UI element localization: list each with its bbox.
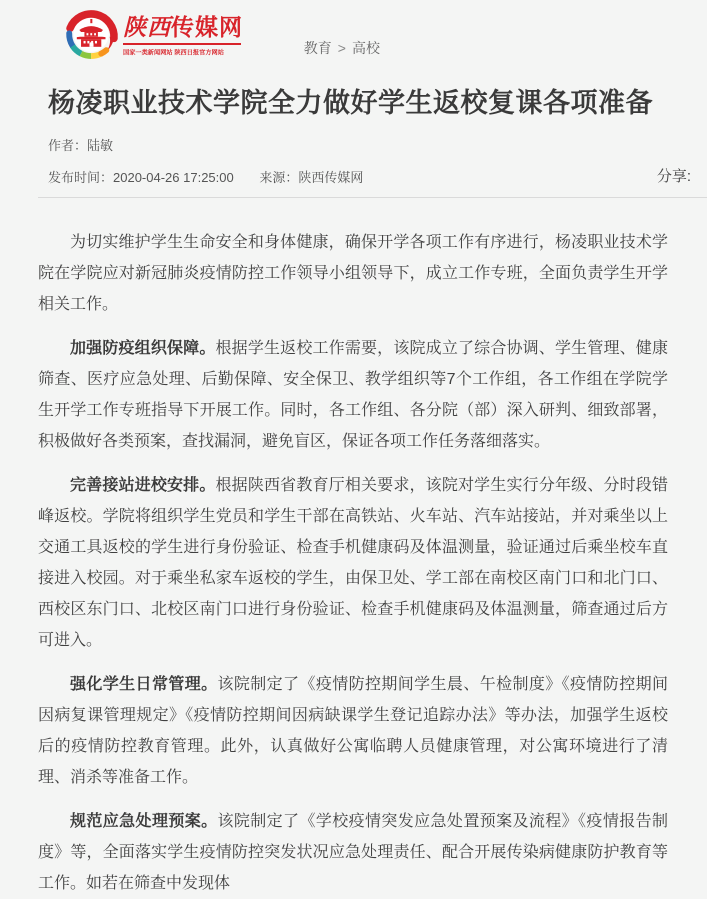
share-button[interactable]: 分享: [656, 168, 691, 185]
breadcrumb-subsection[interactable]: 高校 [351, 40, 380, 56]
article-paragraph: 强化学生日常管理。该院制定了《疫情防控期间学生晨、午检制度》《疫情防控期间因病复课管理规定》《疫情防控期间因病缺课学生登记追踪办法》等办法，加强学生返校后的疫情防控教育管理。此外，认真做好公寓临聘人员健康管理，对公寓环境进行了清理、消杀等准备工作。 [38, 676, 668, 786]
paragraph-lead: 加强防疫组织保障。 [70, 340, 216, 357]
page-title: 杨凌职业技术学院全力做好学生返校复课各项准备 [48, 88, 653, 118]
article-body [0, 198, 707, 899]
publish-time: 2020-04-26 17:25:00 [113, 170, 234, 185]
logo-rule [123, 43, 241, 45]
author-name: 陆敏 [87, 138, 114, 153]
article-paragraph: 加强防疫组织保障。根据学生返校工作需要，该院成立了综合协调、学生管理、健康筛查、医疗应急处理、后勤保障、安全保卫、教学组织等7个工作组，各工作组在学院学生开学工作专班指导下开展工作。同时，各工作组、各分院（部）深入研判、细致部署，积极做好各类预案，查找漏洞，避免盲区，保证各项工作任务落细落实。 [38, 340, 668, 450]
breadcrumb-section[interactable]: 教育 [303, 40, 332, 56]
site-header [0, 0, 707, 62]
site-logo-emblem-icon [65, 8, 119, 62]
site-logo[interactable] [65, 8, 286, 62]
author-line [48, 135, 707, 154]
author-label: 作者： [48, 138, 88, 153]
paragraph-lead: 规范应急处理预案。 [70, 813, 218, 830]
article-paragraph: 规范应急处理预案。该院制定了《学校疫情突发应急处置预案及流程》《疫情报告制度》等，全面落实学生疫情防控突发状况应急处理责任、配合开展传染病健康防护教育等工作。如若在筛查中发现体 [38, 813, 668, 892]
breadcrumb-separator: > [337, 40, 346, 56]
site-tagline: 国家一类新闻网站 陕西日报官方网站 [123, 49, 224, 57]
paragraph-lead: 强化学生日常管理。 [70, 676, 218, 693]
article-header [0, 86, 707, 186]
breadcrumb [304, 38, 380, 58]
source-name: 陕西传媒网 [298, 170, 364, 185]
paragraph-lead: 完善接站进校安排。 [70, 477, 216, 494]
site-name: 陕西传媒网 [123, 14, 243, 40]
publish-time-label: 发布时间： [48, 170, 114, 185]
article-paragraph: 为切实维护学生生命安全和身体健康，确保开学各项工作有序进行，杨凌职业技术学院在学院应对新冠肺炎疫情防控工作领导小组领导下，成立工作专班，全面负责学生开学相关工作。 [38, 234, 668, 313]
article-paragraph: 完善接站进校安排。根据陕西省教育厅相关要求，该院对学生实行分年级、分时段错峰返校。学院将组织学生党员和学生干部在高铁站、火车站、汽车站接站，并对乘坐以上交通工具返校的学生进行身份验证、检查手机健康码及体温测量，验证通过后乘坐校车直接进入校园。对于乘坐私家车返校的学生，由保卫处、学工部在南校区南门口和北门口、西校区东门口、北校区南门口进行身份验证、检查手机健康码及体温测量，筛查通过后方可进入。 [38, 477, 668, 649]
meta-line [48, 167, 707, 186]
source-label: 来源： [259, 170, 299, 185]
